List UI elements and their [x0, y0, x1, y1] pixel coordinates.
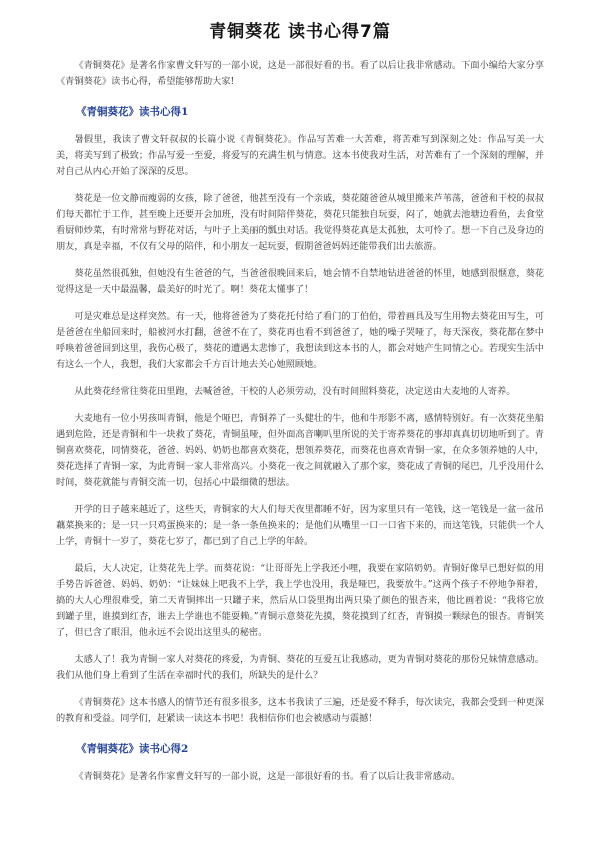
paragraph: 太感人了！我为青铜一家人对葵花的疼爱，为青铜、葵花的互爱互让我感动，更为青铜对葵花的那份兄妹情意感动。我们从他们身上看到了生活在幸福时代的我们，所缺失的是什么？: [56, 654, 544, 681]
paragraph: 《青铜葵花》是著名作家曹文轩写的一部小说，这是一部很好看的书。看了以后让我非常感动。: [74, 771, 461, 782]
section-1-body: [56, 132, 544, 727]
paragraph: 《青铜葵花》这本书感人的情节还有很多很多，这本书我读了三遍，还是爱不释手，每次读完，我都会受到一种更深的教育和受益。同学们，赶紧读一读这本书吧！我相信你们也会被感动与震撼！: [56, 697, 544, 724]
paragraph: 葵花虽然很孤独，但她没有生爸爸的气，当爸爸很晚回来后，她会情不自禁地钻进爸爸的怀里，她感到很惬意，葵花觉得这是一天中最温馨，最美好的时光了。啊！葵花太懂事了！: [56, 268, 544, 295]
section-2-body: [56, 769, 544, 785]
paragraph: 大麦地有一位小男孩叫青铜，他是个哑巴，青铜养了一头健壮的牛，他和牛形影不离，感情特别好。有一次葵花坐船遇到危险，还是青铜和牛一块救了葵花，青铜虽哑，但外面高音喇叭里所说的关于寄养葵花的事却真真切切地听到了。青铜喜欢葵花，同情葵花，爸爸、妈妈、奶奶也都喜欢葵花，想领养葵花，而葵花也喜欢青铜一家，在众多领养她的人中，葵花选择了青铜一家，为此青铜一家人非常高兴。小葵花一夜之间就融入了那个家，葵花成了青铜的尾巴，几乎没用什么时间，葵花就能与青铜交流一切，包括心中最细微的想法。: [56, 413, 544, 488]
paragraph: 可是灾难总是这样突然。有一天，他将爸爸为了葵花托付给了看门的丁伯伯，带着画具及写生用物去葵花田写生，可是爸爸在坐船回来时，船被河水打翻，爸爸不在了，葵花再也看不到爸爸了，她的噪子哭哑了，每天深夜，葵花都在梦中呼唤着爸爸回到这里，我伤心极了，葵花的遭遇太悲惨了，我想读到这本书的人，都会对她产生同情之心。若现实生活中有这么一个人，我想，我们大家都会千方百计地去关心她照顾她。: [56, 311, 544, 370]
paragraph: 从此葵花经常往葵花田里跑，去喊爸爸，干校的人必须劳动，没有时间照料葵花，决定送由大麦地的人寄养。: [74, 386, 516, 397]
section-heading-2: 《青铜葵花》读书心得2: [76, 743, 189, 755]
document-title: 青铜葵花 读书心得7篇: [209, 22, 391, 42]
paragraph: 开学的日子越来越近了，这些天，青铜家的大人们每天夜里都睡不好，因为家里只有一笔钱，这一笔钱是一盆一盆吊藕菜换来的；是一只一只鸡蛋换来的；是一条一条鱼换来的；是他们从嘴里一口一口省下来的，而这笔钱，只能供一个人上学，青铜十一岁了，葵花七岁了，都已到了自己上学的年龄。: [56, 504, 544, 547]
paragraph: 最后，大人决定，让葵花先上学。而葵花说：“让哥哥先上学我还小哩，我要在家陪奶奶。青铜好像早已想好似的用手势告诉爸爸、妈妈、奶奶：“让妹妹上吧我不上学，我上学也没用，我是哑巴，我要放牛。”这两个孩子不停地争辩着，搞的大人心理很难受，第二天青铜摔出一只罐子来，然后从口袋里掏出两只染了颜色的银杏来，他比画着说：“我将它放到罐子里，谁摸到红杏，谁去上学谁也不能耍赖。”青铜示意葵花先摸，葵花摸到了红杏，青铜摸一颗绿色的银杏。青铜笑了，但已含了眼泪，他永远不会说出这里头的秘密。: [56, 563, 544, 638]
section-heading-1: 《青铜葵花》读书心得1: [76, 106, 189, 118]
intro-paragraph: 《青铜葵花》是著名作家曹文轩写的一部小说，这是一部很好看的书。看了以后让我非常感动。下面小编给大家分享《青铜葵花》读书心得，希望能够帮助大家!: [56, 60, 544, 87]
paragraph: 葵花是一位文静而瘦弱的女孩，除了爸爸，他甚至没有一个亲戚，葵花随爸爸从城里搬来芦苇荡，爸爸和干校的叔叔们每天都忙于工作，甚至晚上还要开会加班，没有时间陪伴葵花，葵花只能独自玩耍，闷了，她就去池塘边看鱼，去食堂看厨师炒菜，有时常常与野花对话，与叶子上美丽的瓢虫对话。我觉得葵花真是太孤独，太可怜了。想一下自己及身边的朋友，真是幸福，不仅有父母的陪伴，和小朋友一起玩耍，假期爸爸妈妈还能带我们出去旅游。: [56, 193, 544, 252]
paragraph: 暑假里，我读了曹文轩叔叔的长篇小说《青铜葵花》。作品写苦难一大苦难，将苦难写到深刻之处：作品写美一大美，将美写到了极致；作品写爱一至爱，将爱写的充满生机与情意。这本书使我对生活，对苦难有了一个深刻的理解，并对自己从内心开始了深深的反思。: [56, 134, 544, 177]
